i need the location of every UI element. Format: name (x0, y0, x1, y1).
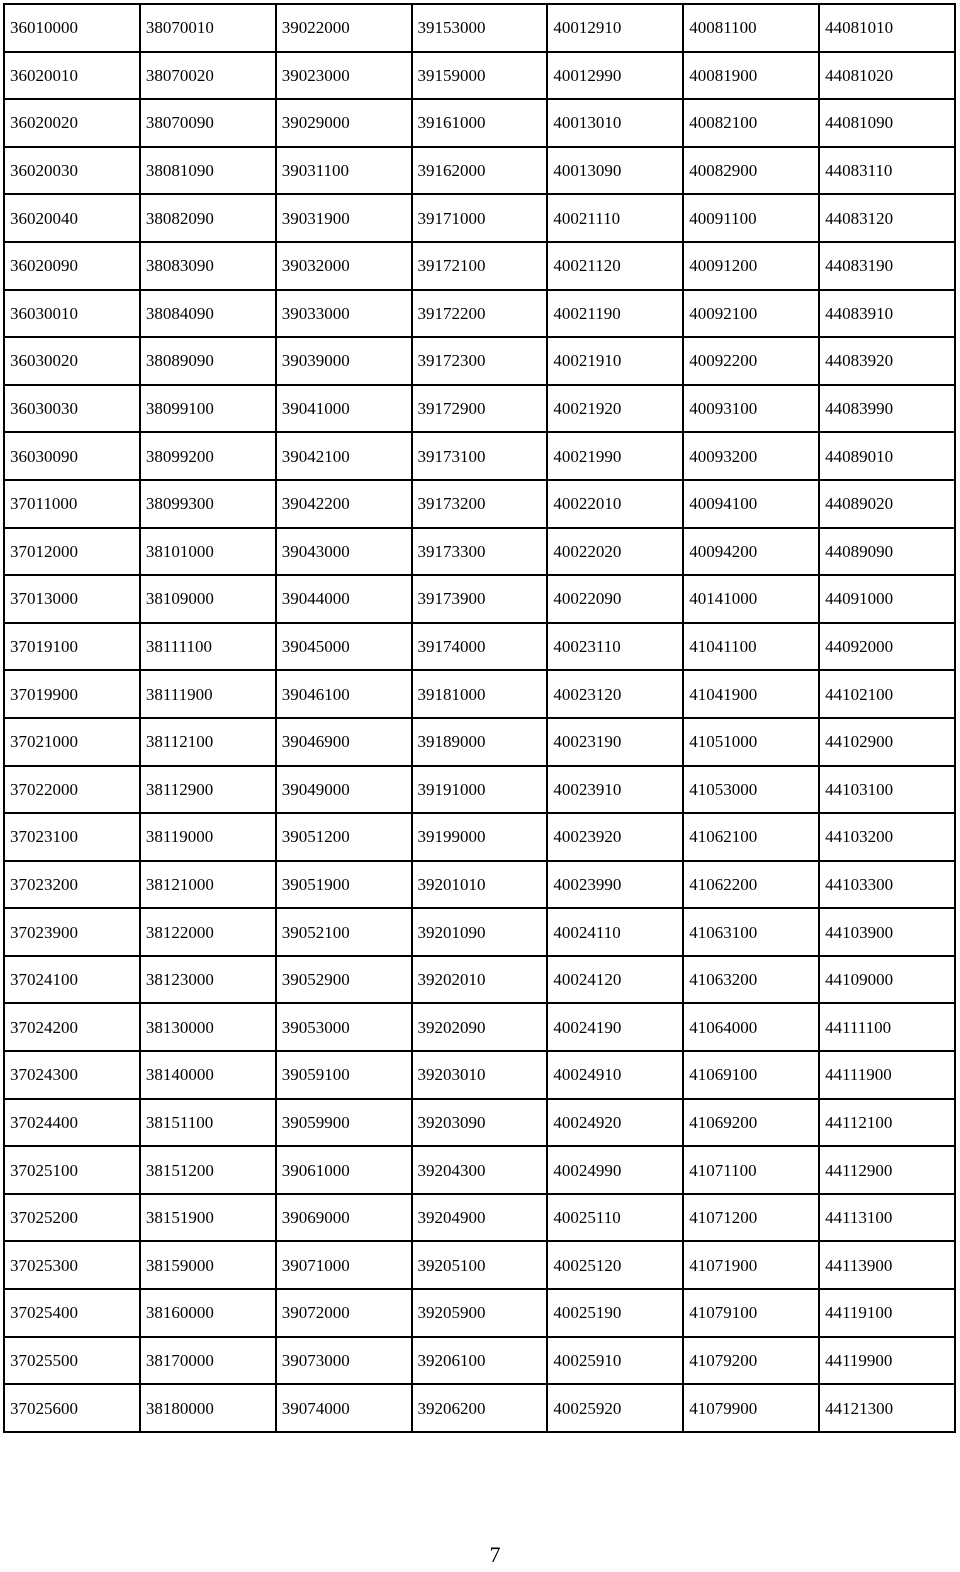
table-cell: 38084090 (140, 290, 276, 338)
table-cell: 41063200 (683, 956, 819, 1004)
table-cell: 38099200 (140, 432, 276, 480)
table-cell: 39189000 (412, 718, 548, 766)
table-cell: 39073000 (276, 1337, 412, 1385)
table-cell: 40022090 (547, 575, 683, 623)
table-row (4, 52, 955, 100)
table-cell: 36010000 (4, 4, 140, 52)
table-row (4, 670, 955, 718)
table-cell: 39046900 (276, 718, 412, 766)
table-cell: 44083110 (819, 147, 955, 195)
table-cell: 40092200 (683, 337, 819, 385)
table-cell: 39173900 (412, 575, 548, 623)
table-cell: 40021910 (547, 337, 683, 385)
table-row (4, 4, 955, 52)
table-cell: 39201010 (412, 861, 548, 909)
table-row (4, 908, 955, 956)
table-cell: 38151100 (140, 1099, 276, 1147)
table-row (4, 1003, 955, 1051)
table-cell: 40141000 (683, 575, 819, 623)
table-cell: 36030090 (4, 432, 140, 480)
table-cell: 40023190 (547, 718, 683, 766)
table-cell: 37024300 (4, 1051, 140, 1099)
table-cell: 41062200 (683, 861, 819, 909)
table-cell: 39042100 (276, 432, 412, 480)
table-cell: 44092000 (819, 623, 955, 671)
table-cell: 39173200 (412, 480, 548, 528)
table-cell: 38170000 (140, 1337, 276, 1385)
table-cell: 39206200 (412, 1384, 548, 1432)
table-cell: 37023100 (4, 813, 140, 861)
table-cell: 40025910 (547, 1337, 683, 1385)
table-cell: 40091100 (683, 194, 819, 242)
table-cell: 40082900 (683, 147, 819, 195)
table-cell: 38130000 (140, 1003, 276, 1051)
table-cell: 40025920 (547, 1384, 683, 1432)
table-cell: 39023000 (276, 52, 412, 100)
table-row (4, 1146, 955, 1194)
table-cell: 38160000 (140, 1289, 276, 1337)
table-cell: 39191000 (412, 766, 548, 814)
table-cell: 37025400 (4, 1289, 140, 1337)
table-cell: 40025110 (547, 1194, 683, 1242)
table-cell: 44102100 (819, 670, 955, 718)
table-cell: 39053000 (276, 1003, 412, 1051)
table-cell: 38109000 (140, 575, 276, 623)
table-cell: 38082090 (140, 194, 276, 242)
table-cell: 40081900 (683, 52, 819, 100)
table-cell: 37025300 (4, 1241, 140, 1289)
table-cell: 40093200 (683, 432, 819, 480)
table-cell: 38140000 (140, 1051, 276, 1099)
table-row (4, 766, 955, 814)
table-row (4, 1289, 955, 1337)
table-row (4, 290, 955, 338)
table-cell: 38099300 (140, 480, 276, 528)
table-cell: 37023200 (4, 861, 140, 909)
table-cell: 41079900 (683, 1384, 819, 1432)
table-cell: 38119000 (140, 813, 276, 861)
table-cell: 38112100 (140, 718, 276, 766)
table-cell: 39181000 (412, 670, 548, 718)
table-cell: 41062100 (683, 813, 819, 861)
table-cell: 44091000 (819, 575, 955, 623)
table-cell: 40094200 (683, 528, 819, 576)
table-cell: 40021120 (547, 242, 683, 290)
table-cell: 41071100 (683, 1146, 819, 1194)
table-cell: 39199000 (412, 813, 548, 861)
table-cell: 41064000 (683, 1003, 819, 1051)
table-cell: 38070090 (140, 99, 276, 147)
table-cell: 41079200 (683, 1337, 819, 1385)
table-cell: 37012000 (4, 528, 140, 576)
table-cell: 39162000 (412, 147, 548, 195)
table-cell: 39043000 (276, 528, 412, 576)
table-cell: 41079100 (683, 1289, 819, 1337)
table-cell: 37025200 (4, 1194, 140, 1242)
table-cell: 36020090 (4, 242, 140, 290)
table-cell: 39203090 (412, 1099, 548, 1147)
table-cell: 39206100 (412, 1337, 548, 1385)
table-cell: 38070020 (140, 52, 276, 100)
table-cell: 44089020 (819, 480, 955, 528)
table-cell: 39203010 (412, 1051, 548, 1099)
table-cell: 40025120 (547, 1241, 683, 1289)
table-cell: 44103200 (819, 813, 955, 861)
table-cell: 44103100 (819, 766, 955, 814)
table-cell: 44081090 (819, 99, 955, 147)
table-cell: 39049000 (276, 766, 412, 814)
table-cell: 37025100 (4, 1146, 140, 1194)
table-cell: 38180000 (140, 1384, 276, 1432)
table-row (4, 480, 955, 528)
table-cell: 44089010 (819, 432, 955, 480)
table-cell: 39052100 (276, 908, 412, 956)
table-cell: 40013090 (547, 147, 683, 195)
table-cell: 39159000 (412, 52, 548, 100)
table-cell: 40012910 (547, 4, 683, 52)
table-cell: 37023900 (4, 908, 140, 956)
table-cell: 40025190 (547, 1289, 683, 1337)
table-cell: 38151900 (140, 1194, 276, 1242)
table-cell: 39059100 (276, 1051, 412, 1099)
table-cell: 44089090 (819, 528, 955, 576)
table-row (4, 861, 955, 909)
table-cell: 39039000 (276, 337, 412, 385)
table-cell: 44109000 (819, 956, 955, 1004)
table-cell: 37024400 (4, 1099, 140, 1147)
table-cell: 39153000 (412, 4, 548, 52)
table-cell: 36020010 (4, 52, 140, 100)
table-cell: 39059900 (276, 1099, 412, 1147)
table-row (4, 1194, 955, 1242)
table-row (4, 194, 955, 242)
table-cell: 38122000 (140, 908, 276, 956)
table-cell: 41053000 (683, 766, 819, 814)
table-cell: 39046100 (276, 670, 412, 718)
table-cell: 37011000 (4, 480, 140, 528)
table-cell: 41041900 (683, 670, 819, 718)
table-cell: 40024990 (547, 1146, 683, 1194)
table-cell: 40022020 (547, 528, 683, 576)
code-table (3, 3, 956, 1433)
table-cell: 44081020 (819, 52, 955, 100)
table-cell: 40024120 (547, 956, 683, 1004)
table-row (4, 956, 955, 1004)
table-cell: 39052900 (276, 956, 412, 1004)
table-cell: 39202010 (412, 956, 548, 1004)
table-cell: 40021990 (547, 432, 683, 480)
table-cell: 37021000 (4, 718, 140, 766)
table-cell: 39173300 (412, 528, 548, 576)
table-row (4, 385, 955, 433)
table-cell: 40021110 (547, 194, 683, 242)
table-cell: 39032000 (276, 242, 412, 290)
table-cell: 40021190 (547, 290, 683, 338)
table-row (4, 432, 955, 480)
table-cell: 40092100 (683, 290, 819, 338)
table-cell: 38111100 (140, 623, 276, 671)
table-cell: 39173100 (412, 432, 548, 480)
table-cell: 39061000 (276, 1146, 412, 1194)
table-cell: 39031900 (276, 194, 412, 242)
table-row (4, 1099, 955, 1147)
table-cell: 39074000 (276, 1384, 412, 1432)
table-cell: 37019900 (4, 670, 140, 718)
table-cell: 36030020 (4, 337, 140, 385)
table-cell: 39042200 (276, 480, 412, 528)
table-cell: 38111900 (140, 670, 276, 718)
table-cell: 36020040 (4, 194, 140, 242)
table-row (4, 528, 955, 576)
table-cell: 39205900 (412, 1289, 548, 1337)
table-cell: 39172300 (412, 337, 548, 385)
table-cell: 44119900 (819, 1337, 955, 1385)
table-cell: 36020030 (4, 147, 140, 195)
table-row (4, 718, 955, 766)
table-cell: 40023990 (547, 861, 683, 909)
table-row (4, 242, 955, 290)
table-cell: 36020020 (4, 99, 140, 147)
table-cell: 38101000 (140, 528, 276, 576)
table-cell: 39044000 (276, 575, 412, 623)
table-cell: 40024110 (547, 908, 683, 956)
table-cell: 37025600 (4, 1384, 140, 1432)
table-cell: 44083920 (819, 337, 955, 385)
table-cell: 40012990 (547, 52, 683, 100)
table-cell: 38151200 (140, 1146, 276, 1194)
table-cell: 40023120 (547, 670, 683, 718)
table-cell: 44103900 (819, 908, 955, 956)
table-cell: 37024100 (4, 956, 140, 1004)
table-cell: 41071900 (683, 1241, 819, 1289)
table-cell: 41051000 (683, 718, 819, 766)
table-cell: 41071200 (683, 1194, 819, 1242)
table-cell: 38083090 (140, 242, 276, 290)
table-cell: 40082100 (683, 99, 819, 147)
table-cell: 40091200 (683, 242, 819, 290)
table-cell: 44121300 (819, 1384, 955, 1432)
table-cell: 38123000 (140, 956, 276, 1004)
table-cell: 40024190 (547, 1003, 683, 1051)
table-cell: 40023910 (547, 766, 683, 814)
table-cell: 40024920 (547, 1099, 683, 1147)
table-cell: 40021920 (547, 385, 683, 433)
table-row (4, 813, 955, 861)
table-cell: 36030010 (4, 290, 140, 338)
table-cell: 44083990 (819, 385, 955, 433)
table-cell: 40093100 (683, 385, 819, 433)
table-cell: 38112900 (140, 766, 276, 814)
table-row (4, 1051, 955, 1099)
table-cell: 39174000 (412, 623, 548, 671)
table-cell: 44111100 (819, 1003, 955, 1051)
table-cell: 44113100 (819, 1194, 955, 1242)
table-cell: 36030030 (4, 385, 140, 433)
table-cell: 44083190 (819, 242, 955, 290)
table-cell: 38121000 (140, 861, 276, 909)
table-cell: 41041100 (683, 623, 819, 671)
table-cell: 41063100 (683, 908, 819, 956)
table-cell: 40022010 (547, 480, 683, 528)
table-cell: 38081090 (140, 147, 276, 195)
table-cell: 37022000 (4, 766, 140, 814)
table-cell: 39051200 (276, 813, 412, 861)
table-cell: 39172100 (412, 242, 548, 290)
table-cell: 39051900 (276, 861, 412, 909)
table-cell: 39069000 (276, 1194, 412, 1242)
table-cell: 38070010 (140, 4, 276, 52)
table-cell: 40013010 (547, 99, 683, 147)
table-cell: 44083910 (819, 290, 955, 338)
table-row (4, 337, 955, 385)
table-cell: 39071000 (276, 1241, 412, 1289)
table-cell: 39205100 (412, 1241, 548, 1289)
table-cell: 39029000 (276, 99, 412, 147)
table-cell: 39045000 (276, 623, 412, 671)
table-cell: 38159000 (140, 1241, 276, 1289)
table-cell: 39172900 (412, 385, 548, 433)
table-cell: 39041000 (276, 385, 412, 433)
table-cell: 39033000 (276, 290, 412, 338)
table-cell: 40094100 (683, 480, 819, 528)
table-cell: 38099100 (140, 385, 276, 433)
table-cell: 40023920 (547, 813, 683, 861)
table-row (4, 623, 955, 671)
table-cell: 39171000 (412, 194, 548, 242)
table-cell: 44081010 (819, 4, 955, 52)
table-cell: 40081100 (683, 4, 819, 52)
table-cell: 40024910 (547, 1051, 683, 1099)
table-row (4, 1241, 955, 1289)
table-cell: 40023110 (547, 623, 683, 671)
table-cell: 39072000 (276, 1289, 412, 1337)
table-cell: 39204900 (412, 1194, 548, 1242)
table-cell: 37025500 (4, 1337, 140, 1385)
table-cell: 37013000 (4, 575, 140, 623)
table-row (4, 99, 955, 147)
table-cell: 39202090 (412, 1003, 548, 1051)
table-cell: 44083120 (819, 194, 955, 242)
table-cell: 39172200 (412, 290, 548, 338)
page-number: 7 (489, 1542, 501, 1567)
table-cell: 39022000 (276, 4, 412, 52)
table-cell: 39204300 (412, 1146, 548, 1194)
code-table-body (4, 4, 955, 1432)
table-cell: 39161000 (412, 99, 548, 147)
table-cell: 39201090 (412, 908, 548, 956)
table-row (4, 575, 955, 623)
table-cell: 44119100 (819, 1289, 955, 1337)
table-cell: 44112900 (819, 1146, 955, 1194)
table-cell: 38089090 (140, 337, 276, 385)
table-row (4, 147, 955, 195)
table-cell: 44102900 (819, 718, 955, 766)
table-cell: 44103300 (819, 861, 955, 909)
table-cell: 41069100 (683, 1051, 819, 1099)
table-cell: 44112100 (819, 1099, 955, 1147)
table-row (4, 1337, 955, 1385)
table-cell: 39031100 (276, 147, 412, 195)
table-cell: 41069200 (683, 1099, 819, 1147)
table-row (4, 1384, 955, 1432)
table-cell: 44111900 (819, 1051, 955, 1099)
table-cell: 37019100 (4, 623, 140, 671)
table-cell: 37024200 (4, 1003, 140, 1051)
table-cell: 44113900 (819, 1241, 955, 1289)
